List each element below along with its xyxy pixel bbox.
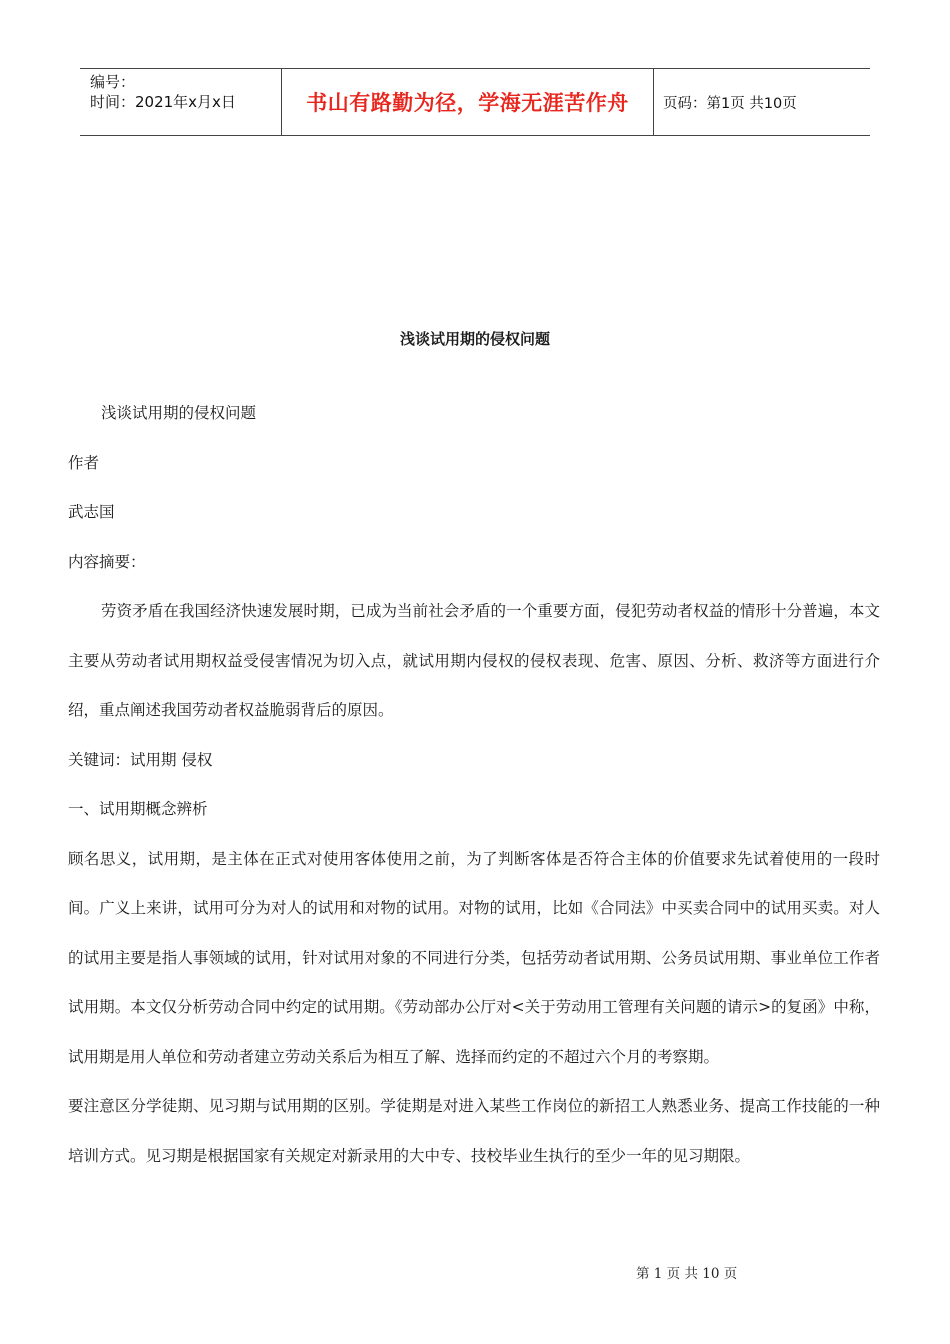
page-info: 页码：第1页 共10页 [663, 95, 797, 112]
author-name: 武志国 [68, 503, 115, 521]
abstract-label: 内容摘要： [68, 552, 146, 571]
footer-page-number: 第 1 页 共 10 页 [636, 1266, 738, 1282]
header-motto-cell [282, 69, 654, 135]
author-label: 作者 [68, 453, 100, 472]
header-meta [80, 69, 282, 135]
document-title: 浅谈试用期的侵权问题 [399, 330, 550, 348]
number-label: 编号： [90, 73, 136, 91]
subtitle-paragraph: 浅谈试用期的侵权问题 [101, 404, 257, 422]
time-label: 时间：2021年x月x日 [90, 93, 236, 111]
section-heading: 一、试用期概念辨析 [68, 800, 208, 818]
header-page-cell [654, 69, 870, 135]
keywords: 关键词：试用期 侵权 [68, 750, 213, 769]
document-body [68, 389, 880, 1181]
body-paragraph: 顾名思义，试用期，是主体在正式对使用客体使用之前，为了判断客体是否符合主体的价值要求先试着使用的一段时间。广义上来讲，试用可分为对人的试用和对物的试用。对物的试用，比如《合同法》中买卖合同中的试用买卖。对人的试用主要是指人事领域的试用，针对试用对象的不同进行分类，包括劳动者试用期、公务员试用期、事业单位工作者试用期。本文仅分析劳动合同中约定的试用期。《劳动部办公厅对<关于劳动用工管理有关问题的请示>的复函》中称，试用期是用人单位和劳动者建立劳动关系后为相互了解、选择而约定的不超过六个月的考察期。 [68, 849, 880, 1066]
abstract-paragraph: 劳资矛盾在我国经济快速发展时期，已成为当前社会矛盾的一个重要方面，侵犯劳动者权益的情形十分普遍，本文主要从劳动者试用期权益受侵害情况为切入点，就试用期内侵权的侵权表现、危害、原因、分析、救济等方面进行介绍，重点阐述我国劳动者权益脆弱背后的原因。 [68, 602, 880, 719]
motto-text: 书山有路勤为径，学海无涯苦作舟 [306, 91, 629, 115]
body-paragraph: 要注意区分学徒期、见习期与试用期的区别。学徒期是对进入某些工作岗位的新招工人熟悉业务、提高工作技能的一种培训方式。见习期是根据国家有关规定对新录用的大中专、技校毕业生执行的至少一年的见习期限。 [68, 1097, 880, 1165]
document-header [80, 68, 870, 136]
